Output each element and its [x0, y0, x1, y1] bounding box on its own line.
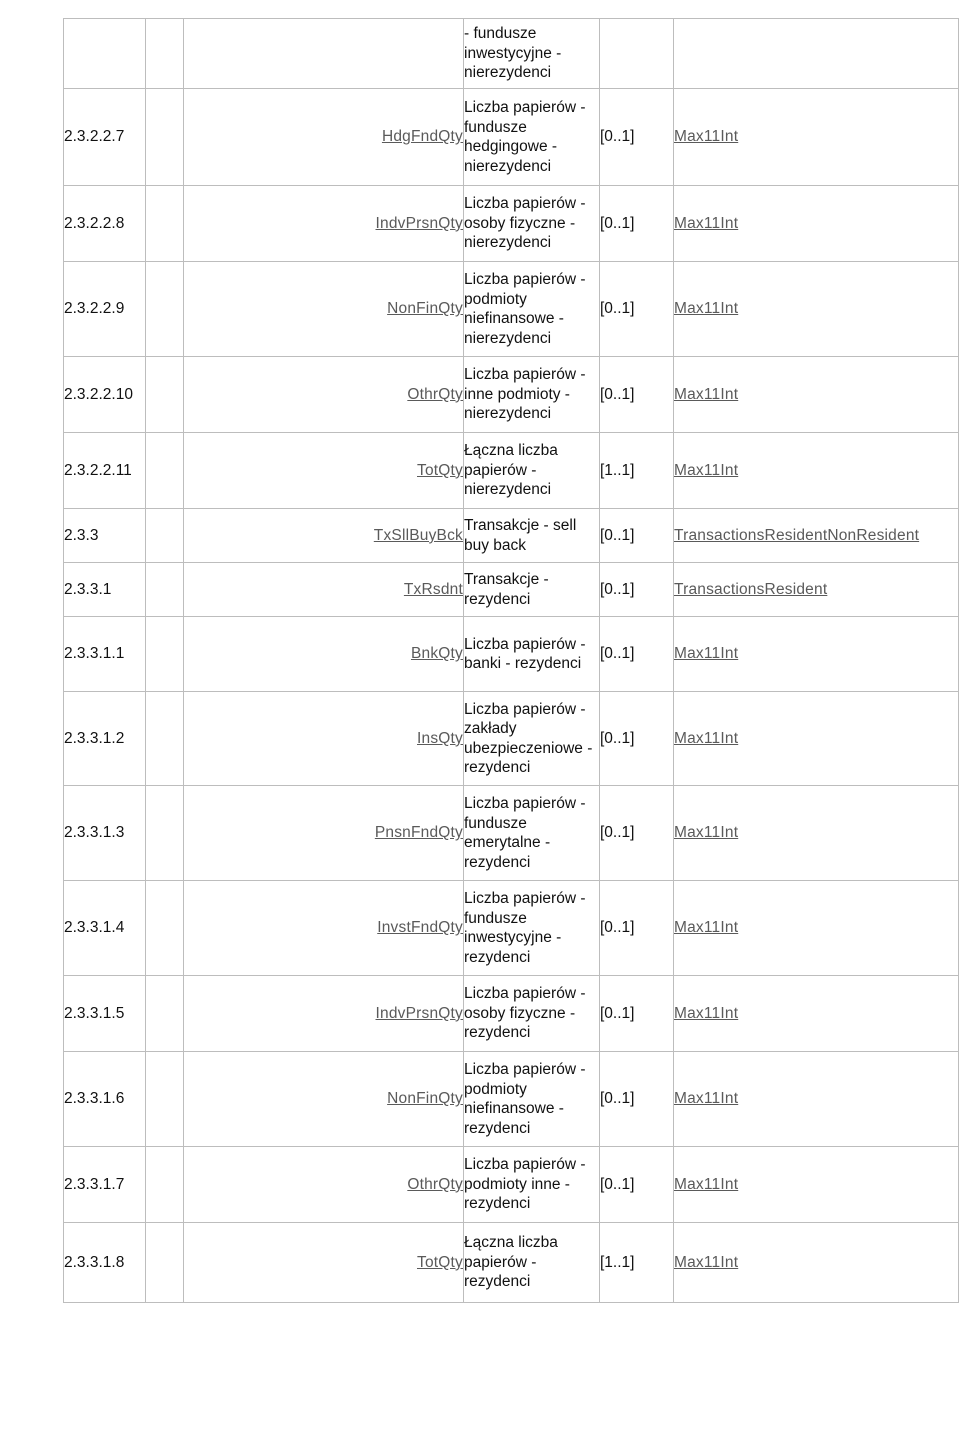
table-row — [64, 509, 959, 563]
field-description-cell — [464, 1147, 600, 1223]
table-row — [64, 563, 959, 617]
blank-cell-cell — [146, 262, 184, 357]
data-type-link-cell — [674, 617, 959, 692]
xml-tag-link-cell — [184, 976, 464, 1052]
xml-tag-link-cell — [184, 881, 464, 976]
xml-tag-link-cell — [184, 19, 464, 89]
multiplicity: [0..1] — [600, 729, 635, 747]
table-row — [64, 1223, 959, 1303]
row-number: 2.3.3.1.8 — [64, 1253, 125, 1271]
multiplicity-cell — [600, 881, 674, 976]
field-description-cell — [464, 1052, 600, 1147]
data-type-link[interactable]: Max11Int — [674, 919, 739, 937]
xml-tag-link-cell — [184, 186, 464, 262]
field-description: Liczba papierów - osoby fizyczne - nierezydenci — [464, 195, 586, 252]
field-description: Łączna liczba papierów - rezydenci — [464, 1234, 558, 1291]
row-number: 2.3.2.2.10 — [64, 385, 133, 403]
xml-tag-link-cell — [184, 509, 464, 563]
data-type-link-cell — [674, 19, 959, 89]
multiplicity: [0..1] — [600, 128, 635, 146]
field-description-cell — [464, 976, 600, 1052]
data-type-link-cell — [674, 186, 959, 262]
blank-cell-cell — [146, 19, 184, 89]
multiplicity: [0..1] — [600, 1175, 635, 1193]
multiplicity: [1..1] — [600, 1253, 635, 1271]
row-number-cell — [64, 509, 146, 563]
field-description-cell — [464, 357, 600, 433]
field-description-cell — [464, 509, 600, 563]
data-type-link[interactable]: TransactionsResidentNonResident — [674, 526, 920, 544]
multiplicity: [0..1] — [600, 300, 635, 318]
multiplicity-cell — [600, 509, 674, 563]
data-type-link[interactable]: Max11Int — [674, 645, 739, 663]
xml-tag-link[interactable]: OthrQty — [407, 1175, 463, 1193]
field-description: Liczba papierów - podmioty niefinansowe - rezydenci — [464, 1061, 586, 1137]
xml-tag-link[interactable]: TxSllBuyBck — [373, 526, 463, 544]
field-description: Łączna liczba papierów - nierezydenci — [464, 442, 558, 499]
blank-cell-cell — [146, 617, 184, 692]
data-type-link-cell — [674, 786, 959, 881]
row-number-cell — [64, 1223, 146, 1303]
field-description-cell — [464, 1223, 600, 1303]
data-type-link[interactable]: TransactionsResident — [674, 580, 828, 598]
multiplicity-cell — [600, 1052, 674, 1147]
row-number: 2.3.2.2.9 — [64, 300, 125, 318]
xml-tag-link[interactable]: OthrQty — [407, 385, 463, 403]
field-description: Liczba papierów - inne podmioty - nierezydenci — [464, 366, 586, 423]
field-description: Liczba papierów - podmioty inne - rezydenci — [464, 1156, 586, 1213]
field-description: Liczba papierów - zakłady ubezpieczeniowe - rezydenci — [464, 700, 593, 776]
data-type-link[interactable]: Max11Int — [674, 824, 739, 842]
field-description-cell — [464, 19, 600, 89]
field-description-cell — [464, 617, 600, 692]
table-row — [64, 692, 959, 786]
row-number-cell — [64, 786, 146, 881]
field-description: Liczba papierów - fundusze hedgingowe - nierezydenci — [464, 99, 586, 175]
table-row — [64, 433, 959, 509]
xml-tag-link[interactable]: BnkQty — [410, 645, 463, 663]
data-type-link[interactable]: Max11Int — [674, 1253, 739, 1271]
row-number: 2.3.3.1.7 — [64, 1175, 125, 1193]
xml-tag-link-cell — [184, 692, 464, 786]
data-type-link[interactable]: Max11Int — [674, 1090, 739, 1108]
field-description: - fundusze inwestycyjne - nierezydenci — [464, 25, 562, 82]
table-row — [64, 617, 959, 692]
data-type-link-cell — [674, 881, 959, 976]
field-description-cell — [464, 433, 600, 509]
data-type-link[interactable]: Max11Int — [674, 214, 739, 232]
multiplicity-cell — [600, 1223, 674, 1303]
xml-tag-link-cell — [184, 617, 464, 692]
row-number: 2.3.3.1.4 — [64, 919, 125, 937]
table-row — [64, 89, 959, 186]
multiplicity: [0..1] — [600, 919, 635, 937]
blank-cell-cell — [146, 1147, 184, 1223]
row-number-cell — [64, 1052, 146, 1147]
xml-tag-link[interactable]: TotQty — [417, 461, 463, 479]
multiplicity-cell — [600, 89, 674, 186]
multiplicity: [0..1] — [600, 214, 635, 232]
data-type-link[interactable]: Max11Int — [674, 461, 739, 479]
data-type-link[interactable]: Max11Int — [674, 300, 739, 318]
data-type-link-cell — [674, 357, 959, 433]
row-number-cell — [64, 976, 146, 1052]
row-number: 2.3.3.1.2 — [64, 729, 125, 747]
table-row — [64, 1147, 959, 1223]
multiplicity: [0..1] — [600, 1090, 635, 1108]
data-type-link-cell — [674, 1147, 959, 1223]
xml-tag-link[interactable]: InsQty — [417, 729, 463, 747]
field-description: Transakcje - rezydenci — [464, 571, 549, 608]
blank-cell-cell — [146, 563, 184, 617]
row-number-cell — [64, 186, 146, 262]
multiplicity-cell — [600, 433, 674, 509]
row-number: 2.3.3.1 — [64, 580, 112, 598]
xml-tag-link-cell — [184, 357, 464, 433]
xml-tag-link-cell — [184, 786, 464, 881]
xml-tag-link[interactable]: NonFinQty — [387, 1090, 463, 1108]
field-description-cell — [464, 262, 600, 357]
field-description-cell — [464, 186, 600, 262]
data-type-link-cell — [674, 509, 959, 563]
multiplicity-cell — [600, 786, 674, 881]
multiplicity-cell — [600, 186, 674, 262]
row-number-cell — [64, 262, 146, 357]
multiplicity: [0..1] — [600, 645, 635, 663]
xml-tag-link-cell — [184, 262, 464, 357]
xml-tag-link[interactable]: IndvPrsnQty — [375, 214, 463, 232]
multiplicity-cell — [600, 19, 674, 89]
blank-cell-cell — [146, 881, 184, 976]
row-number: 2.3.2.2.7 — [64, 128, 125, 146]
row-number: 2.3.3.1.1 — [64, 645, 125, 663]
multiplicity-cell — [600, 692, 674, 786]
multiplicity-cell — [600, 617, 674, 692]
data-type-link-cell — [674, 1223, 959, 1303]
xml-tag-link[interactable]: HdgFndQty — [381, 128, 463, 146]
data-type-link[interactable]: Max11Int — [674, 128, 739, 146]
blank-cell-cell — [146, 509, 184, 563]
blank-cell-cell — [146, 692, 184, 786]
row-number-cell — [64, 89, 146, 186]
multiplicity: [1..1] — [600, 461, 635, 479]
field-description: Liczba papierów - fundusze inwestycyjne - rezydenci — [464, 890, 586, 966]
blank-cell-cell — [146, 433, 184, 509]
row-number: 2.3.2.2.11 — [64, 461, 132, 479]
multiplicity-cell — [600, 357, 674, 433]
xml-tag-link-cell — [184, 1223, 464, 1303]
row-number: 2.3.3.1.5 — [64, 1004, 125, 1022]
xml-tag-link[interactable]: TotQty — [417, 1253, 463, 1271]
field-description-cell — [464, 881, 600, 976]
row-number: 2.3.2.2.8 — [64, 214, 125, 232]
multiplicity: [0..1] — [600, 526, 635, 544]
blank-cell-cell — [146, 976, 184, 1052]
xml-tag-link-cell — [184, 1147, 464, 1223]
multiplicity: [0..1] — [600, 824, 635, 842]
table-row — [64, 186, 959, 262]
field-description-cell — [464, 563, 600, 617]
blank-cell-cell — [146, 1052, 184, 1147]
multiplicity-cell — [600, 1147, 674, 1223]
data-type-link-cell — [674, 692, 959, 786]
row-number-cell — [64, 1147, 146, 1223]
data-type-link[interactable]: Max11Int — [674, 385, 739, 403]
row-number-cell — [64, 19, 146, 89]
xml-tag-link[interactable]: IndvPrsnQty — [375, 1004, 463, 1022]
table-row — [64, 1052, 959, 1147]
row-number: 2.3.3.1.3 — [64, 824, 125, 842]
data-type-link-cell — [674, 976, 959, 1052]
xml-tag-link-cell — [184, 433, 464, 509]
multiplicity: [0..1] — [600, 580, 635, 598]
multiplicity-cell — [600, 262, 674, 357]
message-structure-table — [63, 18, 959, 1303]
blank-cell-cell — [146, 89, 184, 186]
row-number: 2.3.3 — [64, 526, 99, 544]
xml-tag-link[interactable]: TxRsdnt — [403, 580, 463, 598]
table-row — [64, 357, 959, 433]
xml-tag-link-cell — [184, 1052, 464, 1147]
field-description: Liczba papierów - banki - rezydenci — [464, 635, 586, 672]
table-row — [64, 19, 959, 89]
table-row — [64, 262, 959, 357]
data-type-link-cell — [674, 262, 959, 357]
xml-tag-link-cell — [184, 89, 464, 186]
data-type-link-cell — [674, 89, 959, 186]
blank-cell-cell — [146, 186, 184, 262]
row-number-cell — [64, 881, 146, 976]
field-description: Liczba papierów - osoby fizyczne - rezydenci — [464, 985, 586, 1042]
table-row — [64, 881, 959, 976]
row-number-cell — [64, 433, 146, 509]
blank-cell-cell — [146, 357, 184, 433]
row-number-cell — [64, 563, 146, 617]
data-type-link-cell — [674, 1052, 959, 1147]
multiplicity-cell — [600, 976, 674, 1052]
field-description: Transakcje - sell buy back — [464, 517, 577, 554]
field-description: Liczba papierów - fundusze emerytalne - rezydenci — [464, 795, 586, 871]
table-row — [64, 976, 959, 1052]
xml-tag-link[interactable]: PnsnFndQty — [374, 824, 463, 842]
xml-tag-link-cell — [184, 563, 464, 617]
blank-cell-cell — [146, 786, 184, 881]
field-description: Liczba papierów - podmioty niefinansowe - nierezydenci — [464, 271, 586, 347]
data-type-link-cell — [674, 433, 959, 509]
multiplicity: [0..1] — [600, 385, 635, 403]
data-type-link[interactable]: Max11Int — [674, 1004, 739, 1022]
multiplicity-cell — [600, 563, 674, 617]
xml-tag-link[interactable]: InvstFndQty — [377, 919, 463, 937]
field-description-cell — [464, 692, 600, 786]
table-body — [64, 19, 959, 1303]
table-row — [64, 786, 959, 881]
field-description-cell — [464, 786, 600, 881]
row-number: 2.3.3.1.6 — [64, 1090, 125, 1108]
row-number-cell — [64, 357, 146, 433]
data-type-link[interactable]: Max11Int — [674, 1175, 739, 1193]
data-type-link-cell — [674, 563, 959, 617]
row-number-cell — [64, 617, 146, 692]
blank-cell-cell — [146, 1223, 184, 1303]
row-number-cell — [64, 692, 146, 786]
multiplicity: [0..1] — [600, 1004, 635, 1022]
data-type-link[interactable]: Max11Int — [674, 729, 739, 747]
field-description-cell — [464, 89, 600, 186]
xml-tag-link[interactable]: NonFinQty — [387, 300, 463, 318]
